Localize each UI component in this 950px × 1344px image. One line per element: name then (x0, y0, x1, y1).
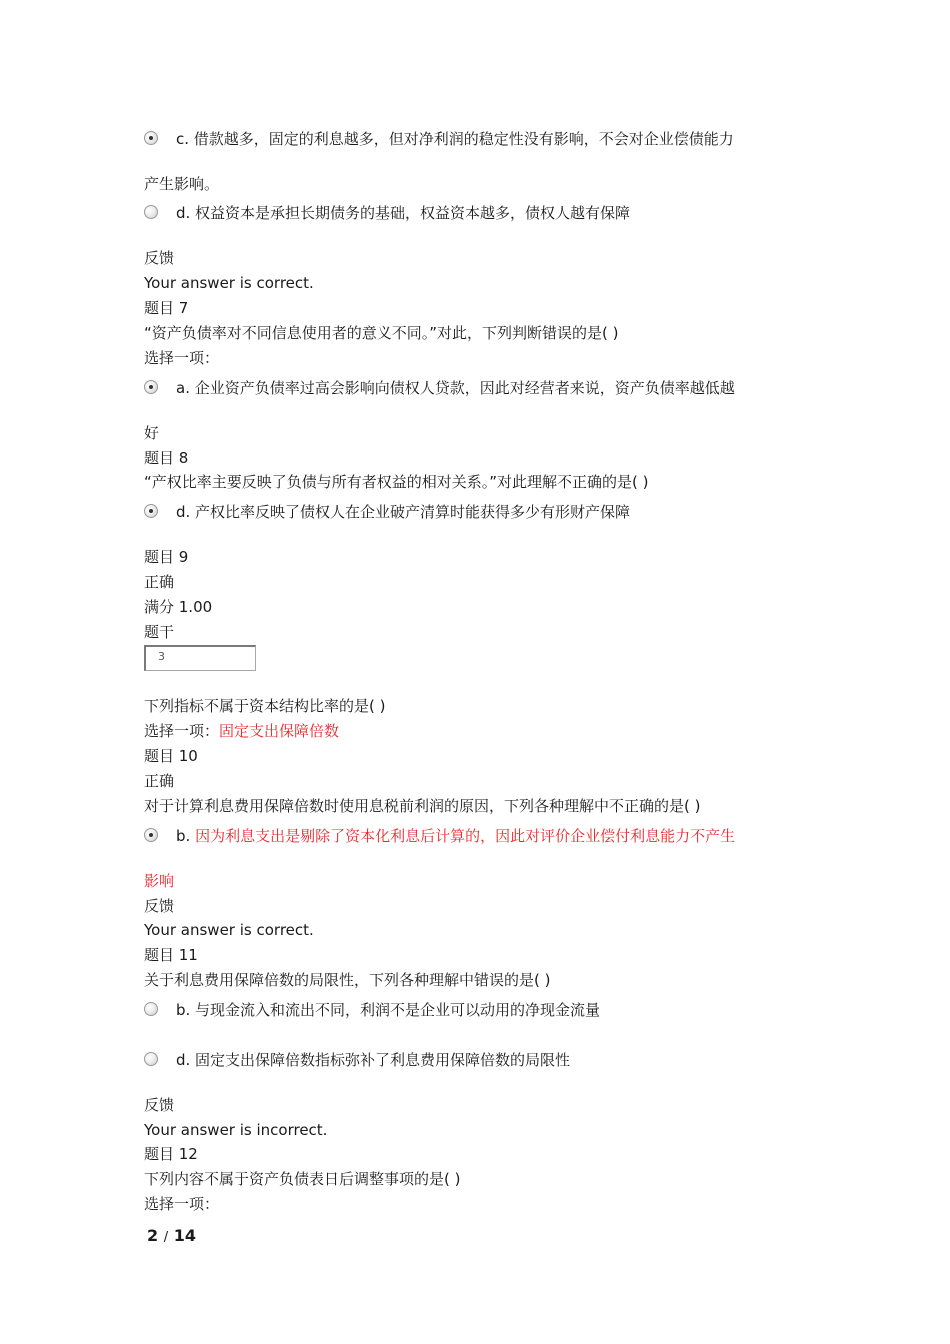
option-b-text (176, 826, 735, 846)
option-c-text-cont: 产生影响。 (144, 175, 220, 193)
option-a-text: a. 企业资产负债率过高会影响向债权人贷款，因此对经营者来说，资产负债率越低越 (176, 379, 735, 397)
question-title: 题目 7 (144, 299, 189, 317)
question-stem: “资产负债率对不同信息使用者的意义不同。”对此，下列判断错误的是( ) (144, 324, 619, 342)
question-title: 题目 9 (144, 548, 189, 566)
option-d-text: d. 权益资本是承担长期债务的基础，权益资本越多，债权人越有保障 (176, 204, 631, 222)
option-d-text: d. 产权比率反映了债权人在企业破产清算时能获得多少有形财产保障 (176, 503, 631, 521)
option-a-text-cont: 好 (144, 424, 160, 442)
option-b-text: b. 与现金流入和流出不同，利润不是企业可以动用的净现金流量 (176, 1001, 601, 1019)
question-title: 题目 8 (144, 449, 189, 467)
option-b-answer: 因为利息支出是剔除了资本化利息后计算的，因此对评价企业偿付利息能力不产生 (195, 827, 736, 845)
question-stem: “产权比率主要反映了负债与所有者权益的相对关系。”对此理解不正确的是( ) (144, 473, 649, 491)
question-title: 题目 10 (144, 747, 198, 765)
radio-unchecked-icon[interactable] (144, 1052, 158, 1066)
radio-unchecked-icon[interactable] (144, 205, 158, 219)
choose-one-label: 选择一项： (144, 1195, 220, 1213)
question-title: 题目 11 (144, 946, 198, 964)
feedback-text: Your answer is correct. (144, 921, 314, 939)
answer-input[interactable] (144, 645, 256, 671)
selected-answer: 固定支出保障倍数 (219, 722, 340, 740)
option-d-text: d. 固定支出保障倍数指标弥补了利息费用保障倍数的局限性 (176, 1051, 571, 1069)
radio-unchecked-icon[interactable] (144, 1002, 158, 1016)
choose-one-line (144, 721, 339, 741)
stem-label: 题干 (144, 623, 175, 641)
feedback-label: 反馈 (144, 897, 175, 915)
feedback-text: Your answer is correct. (144, 274, 314, 292)
choose-one-label: 选择一项： (144, 349, 220, 367)
question-status: 正确 (144, 772, 175, 790)
option-b-prefix: b. (176, 827, 196, 845)
question-score: 满分 1.00 (144, 598, 213, 616)
page-separator: / (163, 1230, 169, 1245)
feedback-text: Your answer is incorrect. (144, 1121, 328, 1139)
choose-one-label: 选择一项： (144, 722, 220, 740)
question-stem: 下列内容不属于资产负债表日后调整事项的是( ) (144, 1170, 461, 1188)
option-c-text: c. 借款越多，固定的利息越多，但对净利润的稳定性没有影响，不会对企业偿债能力 (176, 130, 734, 148)
question-status: 正确 (144, 573, 175, 591)
radio-checked-icon[interactable] (144, 131, 158, 145)
feedback-label: 反馈 (144, 249, 175, 267)
question-stem: 对于计算利息费用保障倍数时使用息税前利润的原因，下列各种理解中不正确的是( ) (144, 797, 701, 815)
total-pages: 14 (173, 1226, 196, 1245)
radio-checked-icon[interactable] (144, 504, 158, 518)
current-page: 2 (147, 1226, 159, 1245)
question-stem: 关于利息费用保障倍数的局限性，下列各种理解中错误的是( ) (144, 971, 551, 989)
question-stem: 下列指标不属于资本结构比率的是( ) (144, 697, 386, 715)
question-title: 题目 12 (144, 1145, 198, 1163)
radio-checked-icon[interactable] (144, 380, 158, 394)
page-number (147, 1226, 196, 1245)
feedback-label: 反馈 (144, 1096, 175, 1114)
radio-checked-icon[interactable] (144, 828, 158, 842)
answer-input-value: 3 (158, 650, 165, 663)
option-b-text-cont: 影响 (144, 872, 175, 890)
